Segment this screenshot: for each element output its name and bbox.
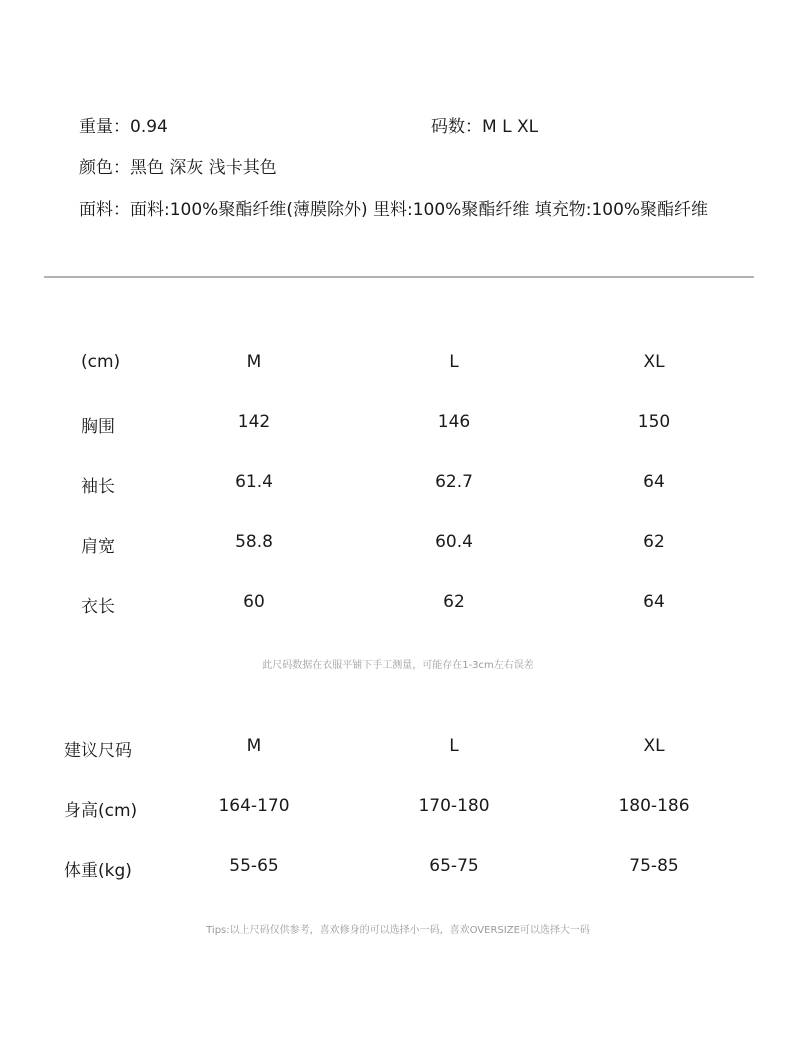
size-options-info: 码数：M L XL (431, 117, 539, 137)
color-info: 颜色：黑色 深灰 浅卡其色 (79, 158, 277, 178)
weight-info: 重量：0.94 (79, 117, 168, 137)
table-header-m: M (246, 352, 262, 372)
row-label-weight: 体重(kg) (64, 861, 132, 881)
table-header-suggest: 建议尺码 (64, 741, 132, 761)
fabric-info: 面料：面料:100%聚酯纤维(薄膜除外) 里料:100%聚酯纤维 填充物:100%聚酯纤维 (79, 200, 709, 220)
table-cell: 142 (237, 412, 271, 432)
row-label-length: 衣长 (81, 597, 115, 617)
table-header-xl: XL (643, 736, 665, 756)
table-cell: 60 (243, 592, 265, 612)
row-label-sleeve: 袖长 (81, 477, 115, 497)
table-cell: 164-170 (218, 796, 290, 816)
row-label-chest: 胸围 (81, 417, 115, 437)
table-cell: 146 (437, 412, 471, 432)
measurement-note: 此尺码数据在衣服平铺下手工测量，可能存在1-3cm左右误差 (262, 660, 534, 671)
table-cell: 64 (643, 592, 665, 612)
table-cell: 150 (637, 412, 671, 432)
table-cell: 58.8 (235, 532, 273, 552)
table-cell: 65-75 (429, 856, 479, 876)
table-cell: 62 (443, 592, 465, 612)
table-header-l: L (449, 736, 459, 756)
row-label-height: 身高(cm) (64, 801, 138, 821)
table-cell: 61.4 (235, 472, 273, 492)
size-tips-note: Tips:以上尺码仅供参考，喜欢修身的可以选择小一码，喜欢OVERSIZE可以选择大一码 (206, 925, 590, 936)
table-header-l: L (449, 352, 459, 372)
table-cell: 64 (643, 472, 665, 492)
table-cell: 62.7 (435, 472, 473, 492)
table-cell: 62 (643, 532, 665, 552)
table-cell: 75-85 (629, 856, 679, 876)
section-divider (44, 276, 754, 278)
table-header-m: M (246, 736, 262, 756)
table-cell: 180-186 (618, 796, 690, 816)
table-header-unit: (cm) (81, 352, 121, 372)
row-label-shoulder: 肩宽 (81, 537, 115, 557)
table-header-xl: XL (643, 352, 665, 372)
table-cell: 60.4 (435, 532, 473, 552)
table-cell: 170-180 (418, 796, 490, 816)
table-cell: 55-65 (229, 856, 279, 876)
